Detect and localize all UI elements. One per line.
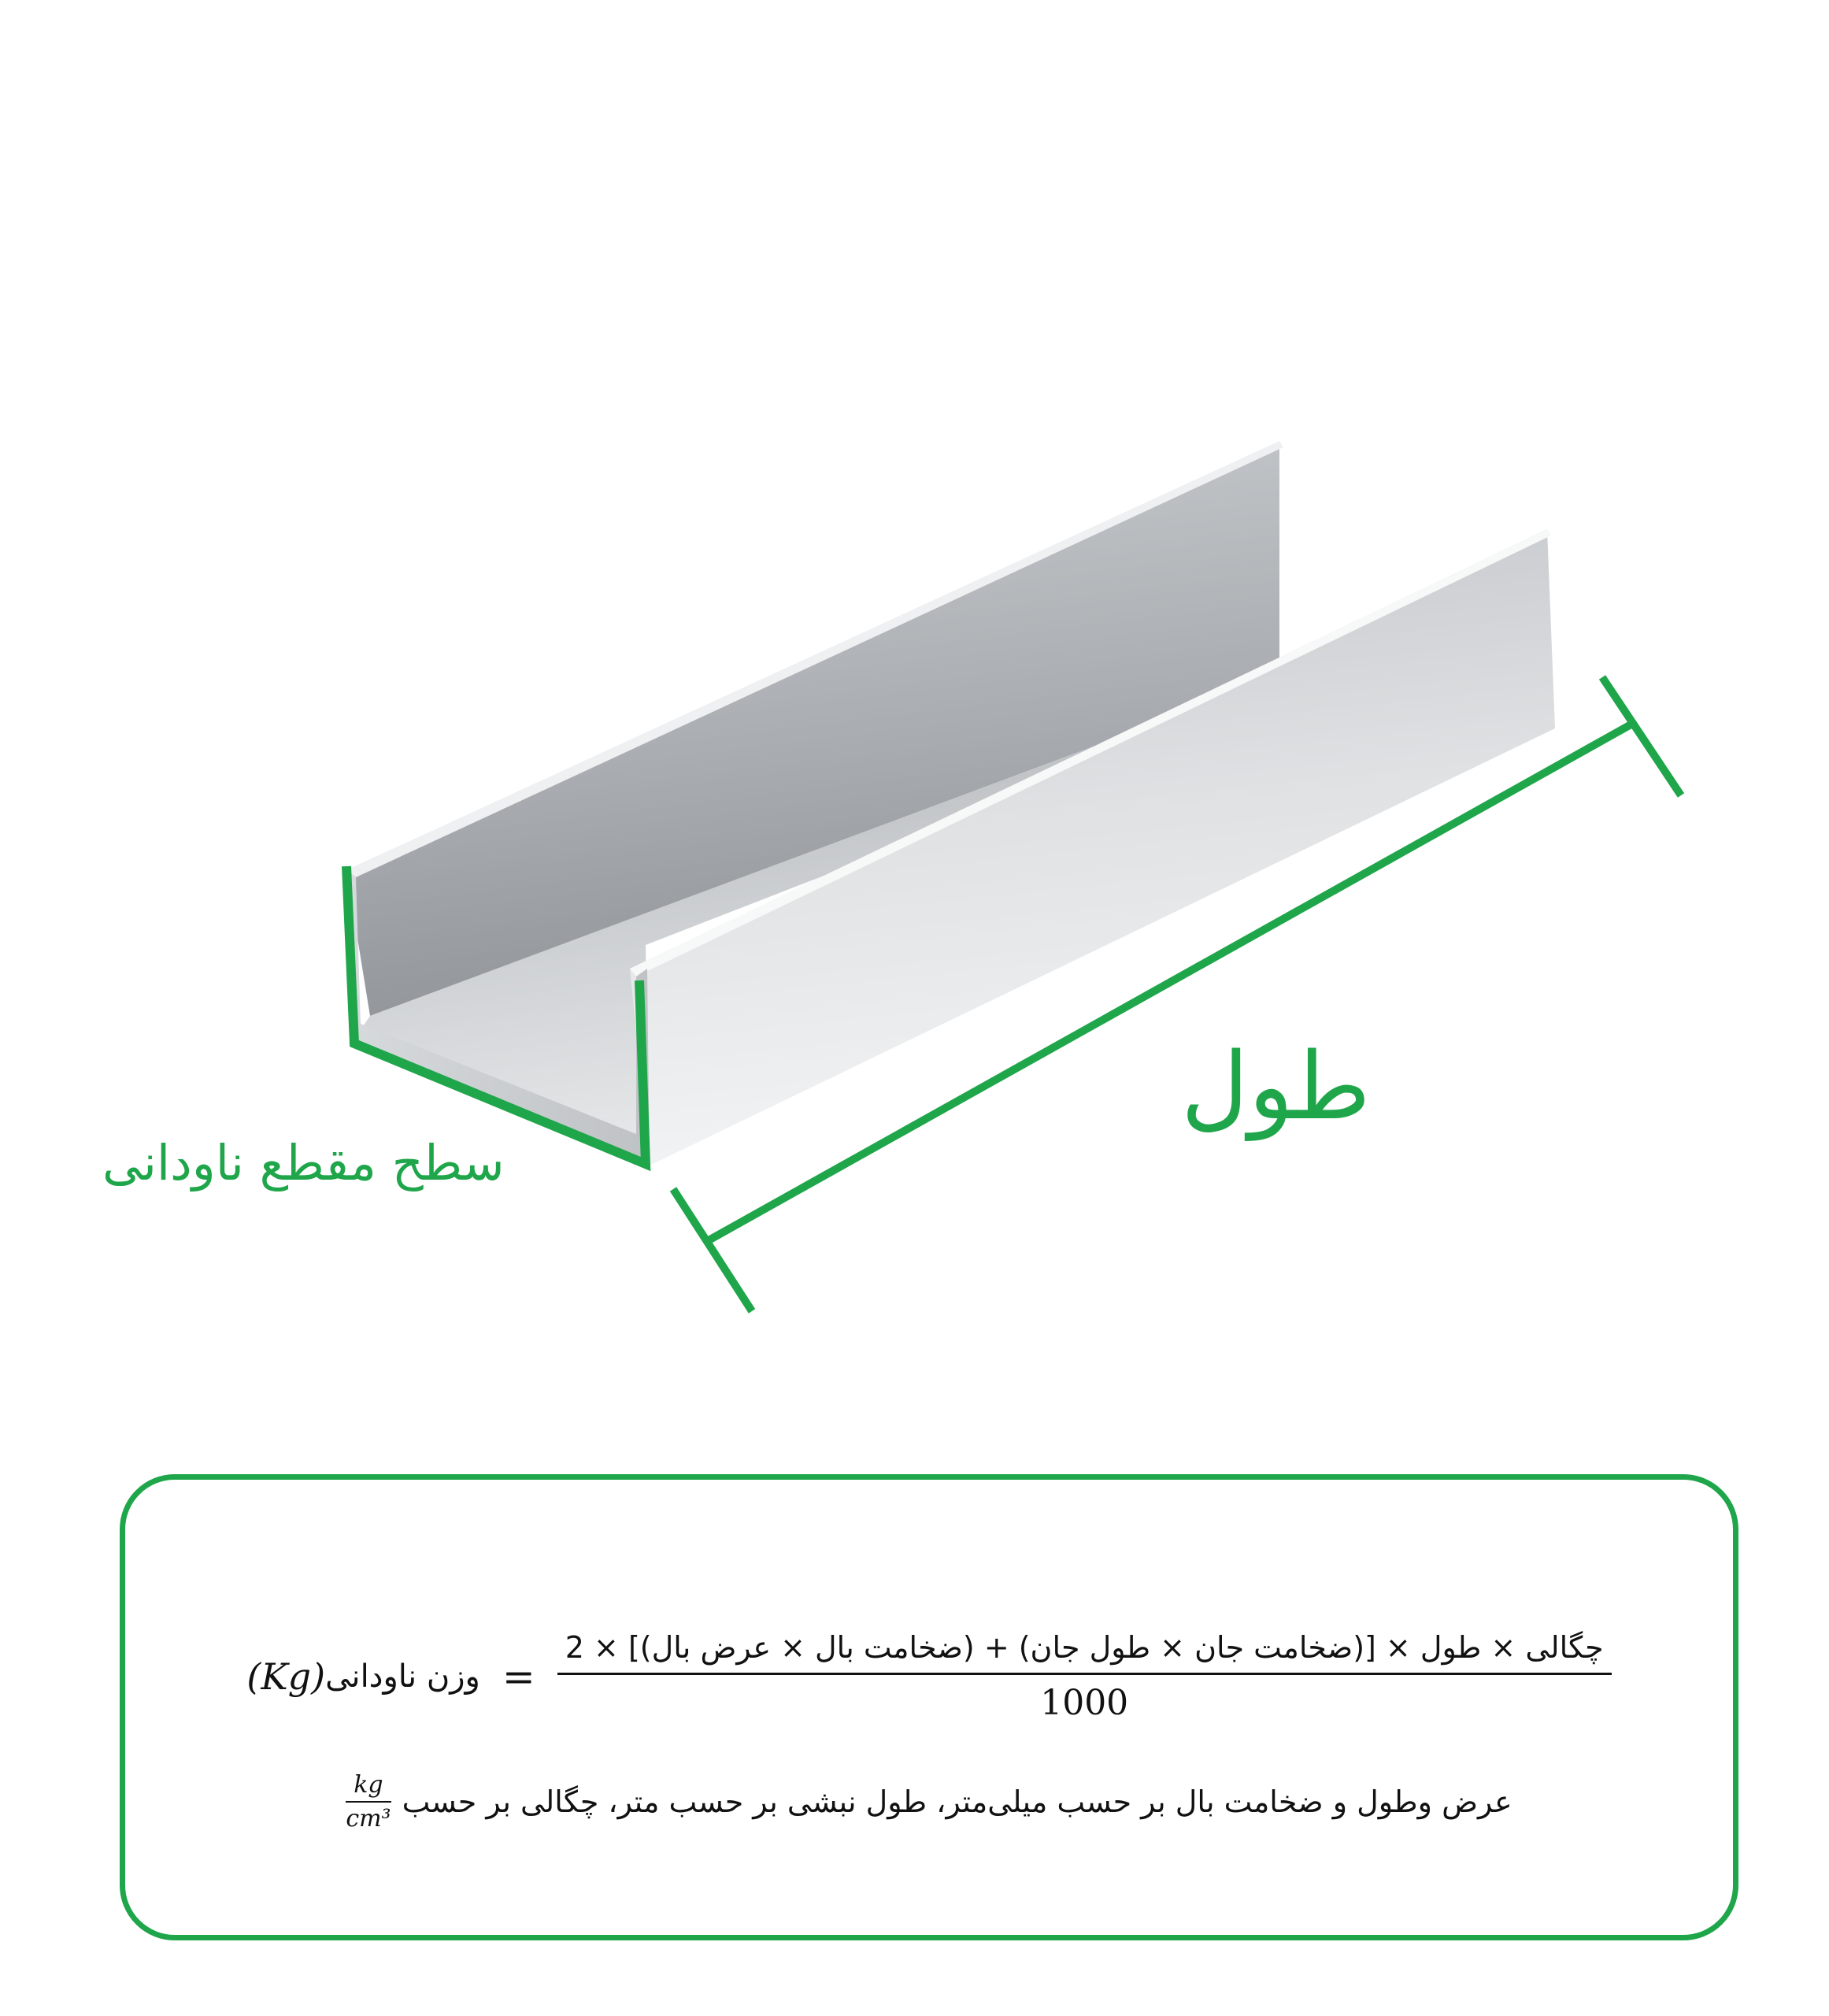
equals-sign: = bbox=[502, 1654, 535, 1699]
density-unit-top: kg bbox=[354, 1771, 383, 1799]
density-unit-bottom: cm³ bbox=[346, 1805, 391, 1833]
formula-fraction bbox=[557, 1630, 1612, 1723]
formula-denominator: 1000 bbox=[1040, 1683, 1129, 1723]
units-note-text: عرض وطول و ضخامت بال بر حسب میلی‌متر، طول نبشی بر حسب متر، چگالی بر حسب bbox=[402, 1784, 1512, 1819]
formula-lhs-text: وزن ناودانی bbox=[325, 1658, 480, 1695]
units-note bbox=[157, 1771, 1701, 1833]
length-label: طول bbox=[1181, 1032, 1371, 1140]
formula-lhs-unit: (Kg) bbox=[246, 1655, 326, 1698]
length-tick-left bbox=[673, 1189, 752, 1311]
density-unit-bar bbox=[346, 1801, 391, 1803]
formula-box bbox=[120, 1474, 1738, 1940]
density-unit bbox=[346, 1771, 391, 1833]
formula-numerator: چگالی × طول × [(ضخامت جان × طول جان) + (ضخامت بال × عرض بال)] × 2 bbox=[565, 1630, 1604, 1665]
formula-lhs bbox=[246, 1655, 479, 1698]
cross-section-label: سطح مقطع ناودانی bbox=[102, 1134, 505, 1191]
weight-formula bbox=[157, 1614, 1701, 1740]
